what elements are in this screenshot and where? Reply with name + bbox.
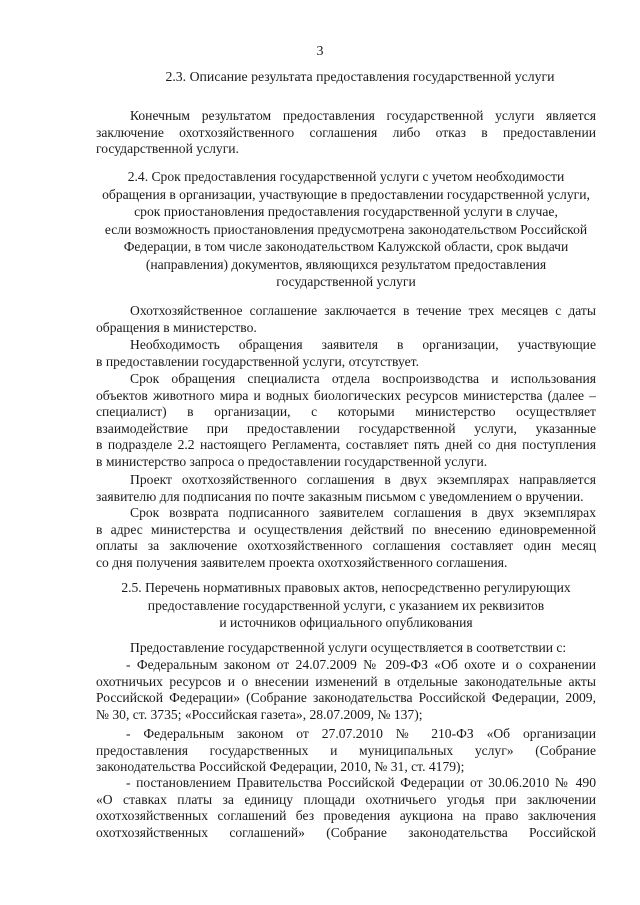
section-2-5-intro	[96, 640, 596, 657]
heading-line: Федерации, в том числе законодательством Калужской области, срок выдачи	[123, 239, 569, 254]
text-line: в министерство запроса о предоставлении государственной услуги.	[96, 453, 488, 469]
section-2-3-paragraph-1	[96, 108, 596, 158]
heading-line: если возможность приостановления предусмотрена законодательством Российской	[104, 221, 588, 237]
text-line: Конечным результатом предоставления государственной услуги является	[130, 108, 596, 123]
heading-line: 2.5. Перечень нормативных правовых актов, непосредственно регулирующих	[121, 580, 571, 595]
text-line: № 30, ст. 3735; «Российская газета», 28.07.2009, № 137);	[96, 706, 423, 722]
text-line: обращения в министерство.	[96, 319, 257, 335]
text-line: охотничьих ресурсов и о внесении изменений в отдельные законодательные акты	[96, 673, 596, 689]
text-line: - Федеральным законом от 27.07.2010 № 210-ФЗ «Об организации	[126, 726, 596, 741]
text-line: Предоставление государственной услуги осуществляется в соответствии с:	[130, 640, 567, 655]
heading-line: предоставление государственной услуги, с указанием их реквизитов	[147, 597, 545, 613]
text-line: в подразделе 2.2 настоящего Регламента, составляет пять дней со дня поступления	[96, 437, 596, 453]
heading-line: 2.4. Срок предоставления государственной услуги с учетом необходимости	[127, 169, 565, 184]
text-line: Необходимость обращения заявителя в организации, участвующие	[130, 337, 596, 352]
text-line: Российской Федерации» (Собрание законодательства Российской Федерации, 2009,	[96, 690, 596, 706]
section-2-3-title: 2.3. Описание результата предоставления государственной услуги	[165, 69, 555, 84]
text-line: Проект охотхозяйственного соглашения в двух экземплярах направляется	[130, 472, 596, 487]
text-line: - Федеральным законом от 24.07.2009 № 209-ФЗ «Об охоте и о сохранении	[126, 657, 596, 672]
text-line: со дня получения заявителем проекта охотхозяйственного соглашения.	[96, 554, 508, 570]
section-2-4-paragraph-1	[96, 303, 596, 336]
section-2-4-heading	[96, 168, 596, 291]
text-line: государственной услуги.	[96, 141, 239, 157]
section-2-3-heading	[150, 68, 570, 86]
section-2-5-item-2	[96, 726, 596, 776]
section-2-4-paragraph-2	[96, 337, 596, 370]
heading-line: (направления) документов, являющихся результатом предоставления	[145, 256, 547, 272]
text-line: Срок обращения специалиста отдела воспроизводства и использования	[130, 371, 596, 386]
text-line: заключение охотхозяйственного соглашения либо отказ в предоставлении	[96, 124, 596, 140]
section-2-4-paragraph-4	[96, 472, 596, 505]
text-line: заявителю для подписания по почте заказным письмом с уведомлением о вручении.	[96, 488, 584, 504]
text-line: «О ставках платы за единицу площади охотничьего угодья при заключении	[96, 791, 596, 807]
text-line: оплаты за заключение охотхозяйственного соглашения составляет один месяц	[96, 538, 596, 554]
text-line: Охотхозяйственное соглашение заключается в течение трех месяцев с даты	[130, 303, 596, 318]
heading-line: и источников официального опубликования	[219, 615, 473, 630]
heading-line: срок приостановления предоставления государственной услуги в случае,	[134, 204, 558, 219]
text-line: законодательства Российской Федерации, 2010, № 31, ст. 4179);	[96, 759, 465, 775]
section-2-4-paragraph-5	[96, 505, 596, 571]
text-line: охотхозяйственных соглашений» (Собрание законодательства Российской	[96, 824, 596, 840]
text-line: Срок возврата подписанного заявителем соглашения в двух экземплярах	[130, 505, 596, 520]
text-line: - постановлением Правительства Российской Федерации от 30.06.2010 № 490	[126, 775, 596, 790]
heading-line: государственной услуги	[276, 274, 416, 289]
text-line: предоставления государственных и муниципальных услуг» (Собрание	[96, 742, 596, 758]
section-2-4-paragraph-3	[96, 371, 596, 471]
text-line: охотхозяйственных соглашений без проведения аукциона на право заключения	[96, 808, 596, 824]
section-2-5-item-3	[96, 775, 596, 841]
text-line: объектов животного мира и водных биологических ресурсов министерства (далее –	[96, 387, 596, 403]
section-2-5-item-1	[96, 657, 596, 723]
text-line: взаимодействие при предоставлении государственной услуги, указанные	[96, 420, 596, 436]
section-2-5-heading	[96, 579, 596, 632]
page-number: 3	[316, 44, 324, 59]
text-line: в адрес министерства и осуществления действий по внесению единовременной	[96, 521, 596, 537]
heading-line: обращения в организации, участвующие в предоставлении государственной услуги,	[102, 186, 590, 202]
text-line: в предоставлении государственной услуги, отсутствует.	[96, 353, 419, 369]
text-line: специалист) в организации, с которыми министерство осуществляет	[96, 404, 596, 420]
